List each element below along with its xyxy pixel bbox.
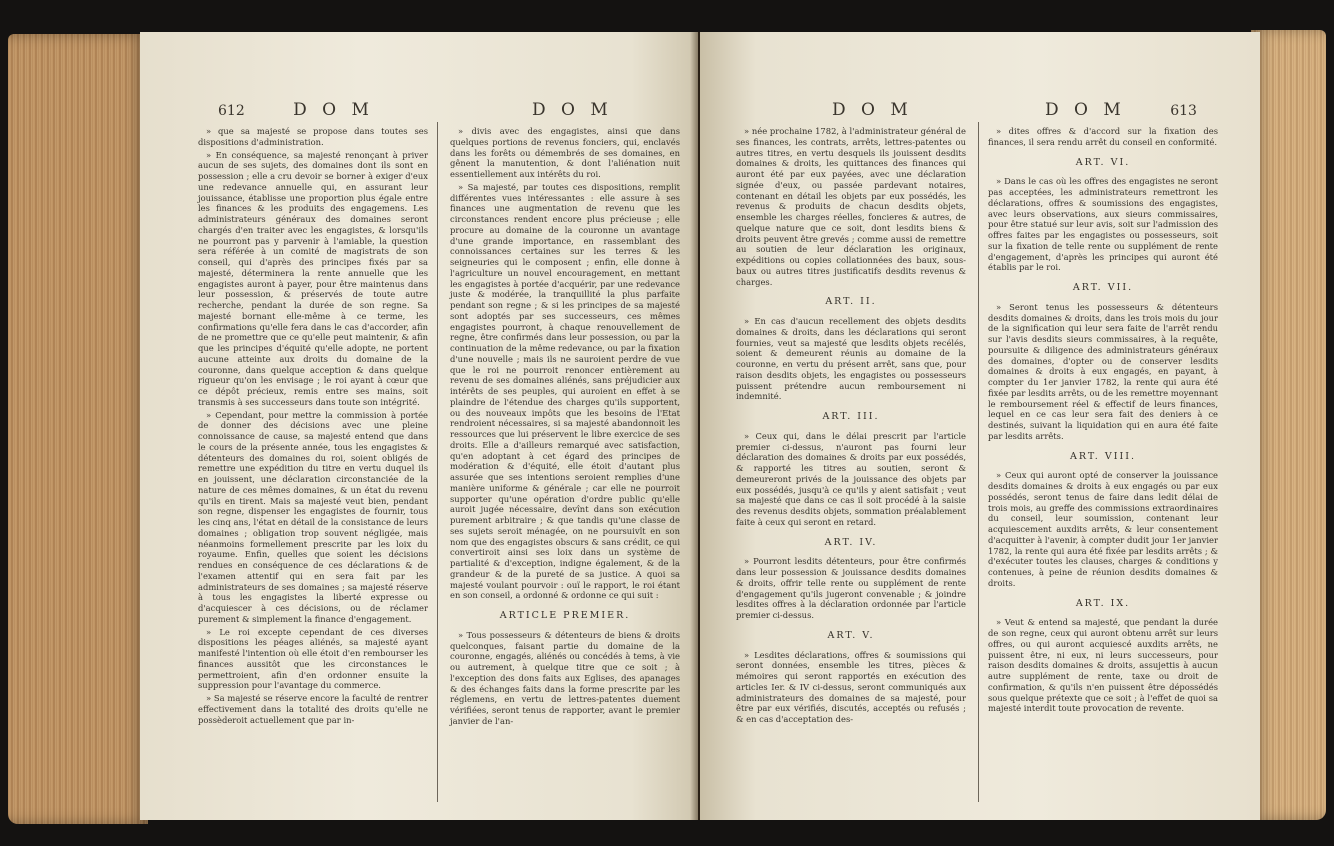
paragraph: » Cependant, pour mettre la commission à portée de donner des décisions avec une pleine connoissance de cause, sa majesté entend que dans le cours de la présente année, tous les engagistes & détenteurs des domaines du roi, soient obligés de remettre une expédition du titre en vertu duquel ils en jouissent, une déclaration circonstanciée de la nature de ces mêmes domaines, & un état du revenu qu'ils en tirent. Mais sa majesté veut bien, pendant son regne, dispenser les engagistes de fournir, tous les cinq ans, l'état en détail de la consistance de leurs domaines ; obligation trop souvent négligée, mais néanmoins formellement prescrite par les loix du royaume. Enfin, quelles que soient les décisions rendues en conséquence de ces déclarations & de l'examen attentif qui en sera fait par les administrateurs de ses domaines ; sa majesté réserve à tous les engagistes la liberté expresse ou d'acquiescer à ces décisions, ou de réclamer purement & simplement la finance d'engagement. [198,409,428,624]
right-head-word-2: D O M [1045,100,1126,120]
left-running-head [218,100,374,120]
paragraph: » divis avec des engagistes, ainsi que dans quelques portions de revenus fonciers, qui, enclavés dans les forêts ou démembrés de ses domaines, en gênent la manutention, & dont l'aliénation nuit essentiellement aux intérêts du roi. [450,126,680,179]
paragraph: » En cas d'aucun recellement des objets desdits domaines & droits, dans les déclarations qui seront fournies, veut sa majesté que lesdits objets recélés, soient & demeurent réunis au domaine de la couronne, en vertu du présent arrêt, sans que, pour raison desdits objets, les engagistes ou possesseurs puissent prétendre aucun remboursement ni indemnité. [736,316,966,402]
article-heading: ART. IV. [824,536,878,548]
paragraph: » Sa majesté se réserve encore la faculté de rentrer effectivement dans la totalité des droits qu'elle ne possèderoit actuellement que par in- [198,693,428,725]
left-page [140,32,698,820]
right-column-rule [978,122,979,802]
paragraph: » que sa majesté se propose dans toutes ses dispositions d'administration. [198,126,428,147]
left-folio: 612 [218,103,245,119]
paragraph: » Le roi excepte cependant de ces diverses dispositions les péages aliénés, sa majesté ayant manifesté l'intention où elle étoit d'en rembourser les finances aussitôt que les circonstances le permettroient, afin d'en ordonner ensuite la suppression pour l'avantage du commerce. [198,626,428,691]
paragraph: » En conséquence, sa majesté renonçant à priver aucun de ses sujets, des domaines dont ils sont en possession ; elle a cru devoir se borner à exiger d'eux une redevance annuelle qui, en assurant leur jouissance, établisse une proportion plus égale entre les finances & les produits des engagemens. Les administrateurs généraux des domaines seront chargés d'en traiter avec les engagistes, & lorsqu'ils ne pourront pas y parvenir à l'amiable, la question sera référée à un comité de magistrats de son conseil, qui d'après des principes fixés par sa majesté, déterminera la rente annuelle que les engagistes auront à payer, pour être maintenus dans leur possession, & préservés de toute autre recherche, pendant la durée de son regne. Sa majesté bornant elle-même à ce terme, les confirmations qu'elle fera dans le cas d'accorder, afin de ne promettre que ce qu'elle peut maintenir, & afin que les principes d'équité qu'elle adopte, ne portent aucune atteinte aux droits du domaine de la couronne, dans quelque acception & dans quelque rigueur qu'on les envisage ; le roi ayant à cœur que ce dépôt précieux, remis entre ses mains, soit transmis à ses successeurs dans toute son intégrité. [198,149,428,407]
paragraph: » Veut & entend sa majesté, que pendant la durée de son regne, ceux qui auront obtenu arrêt sur leurs offres, ou qui auront acquiescé auxdits arrêts, ne puissent être, ni eux, ni leurs successeurs, pour raison desdits domaines & droits, assujettis à aucun autre supplément de rente, taxe ou droit de confirmation, & qu'ils n'en puissent être dépossédés sous quelque prétexte que ce soit ; à l'effet de quoi sa majesté interdit toute provocation de revente. [988,617,1218,714]
left-page-edges [8,34,148,824]
right-column-1 [736,126,966,727]
left-column-2 [450,126,680,729]
paragraph: » Lesdites déclarations, offres & soumissions qui seront données, ensemble les titres, pièces & mémoires qui seront rapportés en exécution des articles Ier. & IV ci-dessus, seront communiqués aux administrateurs des domaines de sa majesté, pour être par eux vérifiés, discutés, acceptés ou refusés ; & en cas d'acceptation des- [736,649,966,724]
right-running-head [1045,100,1197,120]
article-heading: ART. III. [822,411,880,422]
left-head-word-2: D O M [532,100,613,120]
paragraph: » Sa majesté, par toutes ces dispositions, remplit différentes vues intéressantes : elle assure à ses finances une augmentation de revenu que les circonstances rendent encore plus précieuse ; elle procure au domaine de la couronne un avantage d'une grande importance, en rassemblant des connoissances certaines sur les terres & les seigneuries qui le composent ; enfin, elle donne à l'agriculture un nouvel encouragement, en mettant les engagistes à portée d'acquérir, par une redevance juste & modérée, la tranquillité la plus parfaite pendant son regne ; & si les principes de sa majesté sont adoptés par ses successeurs, ces mêmes engagistes pourront, à chaque renouvellement de regne, être confirmés dans leur possession, ou par la continuation de la même redevance, ou par la fixation d'une nouvelle ; mais ils ne sauroient perdre de vue que le roi ne pourroit renoncer entièrement au revenu de ses domaines aliénés, sans préjudicier aux intérêts de ses peuples, qui auroient en effet à se plaindre de l'étendue des charges qu'ils supportent, ou des nouveaux impôts que les besoins de l'Etat rendroient nécessaires, si sa majesté abandonnoit les ressources que lui préservent le libre exercice de ses droits. Elle a d'ailleurs remarqué avec satisfaction, qu'en adoptant à cet égard des principes de modération & d'équité, elle étoit d'autant plus assurée que ses intentions seroient remplies d'une manière uniforme & générale ; car elle ne pourroit supporter qu'une opération d'ordre public qu'elle auroit jugée nécessaire, devînt dans son exécution purement arbitraire ; & que tandis qu'une classe de ses sujets seroit ménagée, on ne poursuivît en son nom que des engagistes obscurs & sans crédit, ce qui convertiroit ainsi ses loix dans un système de partialité & d'exception, indigne également, & de la grandeur & de la pureté de sa justice. A quoi sa majesté voulant pourvoir : ouï le rapport, le roi étant en son conseil, a ordonné & ordonne ce qui suit : [450,181,680,601]
paragraph: » Tous possesseurs & détenteurs de biens & droits quelconques, faisant partie du domaine de la couronne, engagés, aliénés ou concédés à tems, à vie ou autrement, à quelque titre que ce soit ; à l'exception des dons faits aux Eglises, des apanages & des échanges faits dans la forme prescrite par les réglemens, en vertu de lettres-patentes duement vérifiées, seront tenus de rapporter, avant le premier janvier de l'an- [450,629,680,726]
left-column-1 [198,126,428,727]
paragraph: » Ceux qui, dans le délai prescrit par l'article premier ci-dessus, n'auront pas fourni leur déclaration des domaines & droits par eux possédés, & rapporté les titres au soutien, seront & demeureront privés de la jouissance des objets par eux possédés, jusqu'à ce qu'ils y aient satisfait ; veut sa majesté que dans ce cas il soit procédé à la saisie des revenus desdits objets, sommation préalablement faite à ceux qui seront en retard. [736,430,966,527]
open-book [8,24,1326,830]
article-heading: ARTICLE PREMIER. [499,610,631,621]
article-heading: ART. IX. [1075,597,1131,609]
paragraph: » Seront tenus les possesseurs & détenteurs desdits domaines & droits, dans les trois mois du jour de la signification qui leur sera faite de l'arrêt rendu sur l'avis desdits sieurs commissaires, à la requête, poursuite & diligence des administrateurs généraux des domaines, d'opter ou de conserver lesdits domaines & droits à eux engagés, en payant, à compter du 1er janvier 1782, la rente qui aura été fixée par lesdits arrêts, ou de les remettre moyennant le remboursement réel & effectif de leurs finances, lequel en ce cas leur sera fait des deniers à ce destinés, suivant la liquidation qui en aura été faite par lesdits arrêts. [988,301,1218,441]
article-heading: ART. V. [827,629,875,641]
left-head-word-1: D O M [293,100,374,120]
right-page [700,32,1260,820]
paragraph: » Ceux qui auront opté de conserver la jouissance desdits domaines & droits à eux engagés ou par eux possédés, seront tenus de faire dans ledit délai de trois mois, au greffe des commissions extraordinaires du conseil, leur soumission, contenant leur acquiescement auxdits arrêts, & leur consentement d'acquitter à l'avenir, à compter dudit jour 1er janvier 1782, la rente qui aura été fixée par lesdits arrêts ; & d'exécuter toutes les clauses, charges & conditions y contenues, à peine de réunion desdits domaines & droits. [988,470,1218,588]
right-folio: 613 [1170,103,1197,119]
right-page-edges [1251,30,1326,820]
paragraph: » née prochaine 1782, à l'administrateur général de ses finances, les contrats, arrêts, lettres-patentes ou autres titres, en vertu desquels ils jouissent desdits domaines & droits, les quittances des finances qui auront été par eux payées, avec une déclaration signée d'eux, ou passée pardevant notaires, contenant en détail les objets par eux possédés, les revenus & produits de chacun desdits objets, ensemble les charges réelles, foncieres & autres, de quelque nature que ce soit, dont lesdits biens & droits peuvent être grevés ; comme aussi de remettre au soutien de leur déclaration les originaux, expéditions ou copies collationnées des baux, sous-baux ou autres titres justificatifs desdits revenus & charges. [736,126,966,287]
paragraph: » Pourront lesdits détenteurs, pour être confirmés dans leur possession & jouissance desdits domaines & droits, offrir telle rente ou supplément de rente d'engagement qu'ils jugeront convenable ; & joindre lesdites offres à la déclaration ordonnée par l'article premier ci-dessus. [736,556,966,620]
paragraph: » dites offres & d'accord sur la fixation des finances, il sera rendu arrêt du conseil en conformité. [988,126,1218,147]
article-heading: ART. II. [825,296,877,308]
article-heading: ART. VI. [1075,156,1131,168]
right-column-2 [988,126,1218,716]
paragraph: » Dans le cas où les offres des engagistes ne seront pas acceptées, les administrateurs remettront les déclarations, offres & soumissions des engagistes, avec leurs observations, aux sieurs commissaires, pour être statué sur leur avis, soit sur l'admission des offres faites par les engagistes ou possesseurs, soit sur la fixation de telle rente ou supplément de rente d'engagement, d'après les principes qui auront été établis par le roi. [988,176,1218,273]
right-head-word-1: D O M [832,100,913,120]
article-heading: ART. VII. [1072,282,1134,293]
left-column-rule [437,122,438,802]
article-heading: ART. VIII. [1070,450,1136,462]
